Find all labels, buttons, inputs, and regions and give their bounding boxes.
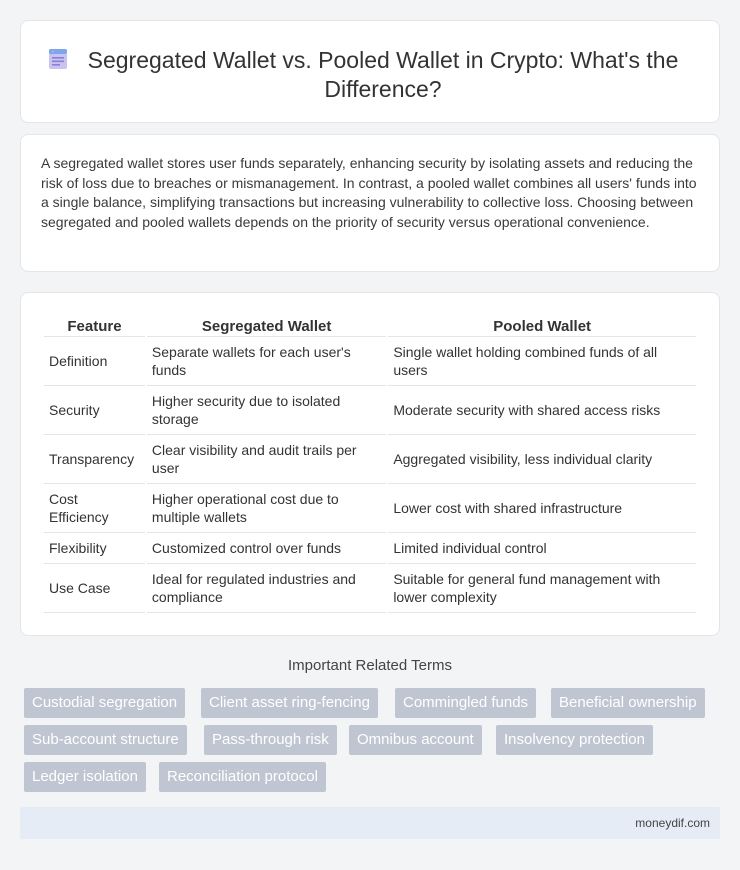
row-pooled: Limited individual control <box>388 533 696 564</box>
table-row <box>44 564 696 613</box>
row-segregated: Higher operational cost due to multiple wallets <box>147 484 386 533</box>
table-row <box>44 337 696 386</box>
comparison-table <box>42 316 698 613</box>
row-pooled: Suitable for general fund management with lower complexity <box>388 564 696 613</box>
related-term-tag[interactable]: Custodial segregation <box>24 688 185 718</box>
row-segregated: Separate wallets for each user's funds <box>147 337 386 386</box>
header-segregated: Segregated Wallet <box>147 316 386 337</box>
row-segregated: Ideal for regulated industries and compliance <box>147 564 386 613</box>
related-term-tag[interactable]: Insolvency protection <box>496 725 653 755</box>
page-title: Segregated Wallet vs. Pooled Wallet in Crypto: What's the Difference? <box>87 47 679 102</box>
row-feature: Security <box>44 386 145 435</box>
table-row <box>44 484 696 533</box>
row-segregated: Clear visibility and audit trails per user <box>147 435 386 484</box>
intro-text: A segregated wallet stores user funds separately, enhancing security by isolating assets and reducing the risk of loss due to breaches or mismanagement. In contrast, a pooled wallet combines all users' funds into a single balance, simplifying transactions but increasing vulnerability to collective loss. Choosing between segregated and pooled wallets depends on the priority of security versus operational convenience. <box>41 155 697 230</box>
row-feature: Use Case <box>44 564 145 613</box>
related-term-tag[interactable]: Sub-account structure <box>24 725 187 755</box>
row-feature: Cost Efficiency <box>44 484 145 533</box>
row-feature: Definition <box>44 337 145 386</box>
row-pooled: Lower cost with shared infrastructure <box>388 484 696 533</box>
related-term-tag[interactable]: Commingled funds <box>395 688 536 718</box>
row-pooled: Moderate security with shared access risks <box>388 386 696 435</box>
related-term-tag[interactable]: Ledger isolation <box>24 762 146 792</box>
related-term-tag[interactable]: Pass-through risk <box>204 725 337 755</box>
related-term-tag[interactable]: Omnibus account <box>349 725 482 755</box>
related-term-tag[interactable]: Reconciliation protocol <box>159 762 326 792</box>
related-terms-heading: Important Related Terms <box>288 657 452 674</box>
related-term-tag[interactable]: Client asset ring-fencing <box>201 688 378 718</box>
table-header-row <box>44 316 696 337</box>
title-card <box>20 20 720 123</box>
row-pooled: Aggregated visibility, less individual clarity <box>388 435 696 484</box>
header-pooled: Pooled Wallet <box>388 316 696 337</box>
row-segregated: Higher security due to isolated storage <box>147 386 386 435</box>
footer-site-link[interactable]: moneydif.com <box>635 816 710 830</box>
row-feature: Flexibility <box>44 533 145 564</box>
row-pooled: Single wallet holding combined funds of all users <box>388 337 696 386</box>
header-feature: Feature <box>44 316 145 337</box>
comparison-card <box>20 292 720 636</box>
related-term-tag[interactable]: Beneficial ownership <box>551 688 705 718</box>
table-row <box>44 533 696 564</box>
intro-card <box>20 134 720 272</box>
footer <box>20 807 720 839</box>
table-row <box>44 386 696 435</box>
row-feature: Transparency <box>44 435 145 484</box>
row-segregated: Customized control over funds <box>147 533 386 564</box>
table-row <box>44 435 696 484</box>
